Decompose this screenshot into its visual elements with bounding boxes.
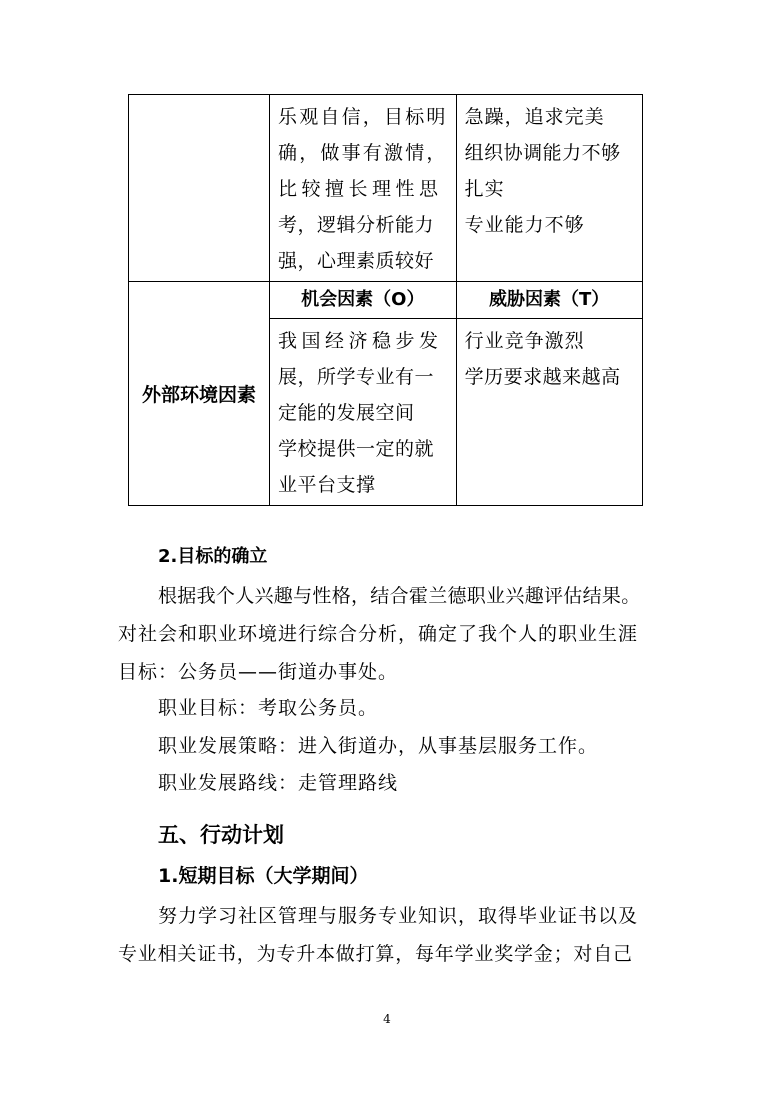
opportunities-line: 学校提供一定的就: [278, 438, 435, 460]
short-term-goal-heading: 1.短期目标（大学期间）: [158, 865, 369, 887]
weaknesses-line: 扎实: [464, 178, 505, 200]
strengths-line: 比较擅长理性思: [278, 178, 443, 200]
strengths-line: 考，逻辑分析能力: [278, 214, 435, 236]
swot-row-internal: [129, 95, 643, 282]
strengths-line: 强，心理素质较好: [278, 250, 435, 272]
career-route-line: 职业发展路线：走管理路线: [158, 772, 399, 794]
goal-paragraph-line: 目标：公务员——街道办事处。: [118, 661, 399, 683]
strengths-line: 确，做事有激情，: [278, 142, 448, 164]
opportunities-header: 机会因素（O）: [301, 289, 425, 310]
opportunities-line: 我国经济稳步发: [278, 330, 443, 352]
weaknesses-line: 专业能力不够: [464, 214, 585, 236]
weaknesses-cell: [456, 95, 642, 282]
career-strategy-line: 职业发展策略：进入街道办，从事基层服务工作。: [158, 735, 599, 757]
weaknesses-line: 组织协调能力不够: [464, 142, 621, 164]
external-factors-label: 外部环境因素: [129, 282, 270, 506]
weaknesses-line: 急躁，追求完美: [464, 106, 605, 128]
action-paragraph: [118, 897, 678, 973]
swot-header-row: [129, 282, 643, 319]
opportunities-text: [270, 319, 456, 505]
swot-empty-cell: [129, 95, 270, 282]
goal-paragraph-line: 根据我个人兴趣与性格，结合霍兰德职业兴趣评估结果。: [158, 585, 641, 607]
goal-paragraph: [118, 577, 678, 691]
swot-table: [128, 94, 643, 506]
page-number: 4: [383, 1012, 391, 1026]
action-plan-heading: 五、行动计划: [158, 823, 284, 847]
goal-paragraph-line: 对社会和职业环境进行综合分析，确定了我个人的职业生涯: [118, 623, 639, 645]
strengths-cell: [270, 95, 457, 282]
weaknesses-text: [457, 95, 642, 245]
career-goal-line: 职业目标：考取公务员。: [158, 697, 379, 719]
opportunities-line: 定能的发展空间: [278, 402, 415, 424]
opportunities-line: 业平台支撑: [278, 474, 376, 496]
goal-section-heading: 2.目标的确立: [158, 546, 268, 567]
action-paragraph-line: 专业相关证书，为专升本做打算，每年学业奖学金；对自己: [118, 943, 633, 965]
strengths-text: [270, 95, 456, 281]
threats-cell: [456, 319, 642, 506]
action-paragraph-line: 努力学习社区管理与服务专业知识，取得毕业证书以及: [158, 905, 639, 927]
threats-text: [457, 319, 642, 397]
threats-line: 学历要求越来越高: [464, 366, 621, 388]
opportunities-line: 展，所学专业有一: [278, 366, 435, 388]
opportunities-cell: [270, 319, 457, 506]
threats-line: 行业竞争激烈: [464, 330, 585, 352]
strengths-line: 乐观自信，目标明: [278, 106, 448, 128]
threats-header: 威胁因素（T）: [488, 289, 610, 310]
